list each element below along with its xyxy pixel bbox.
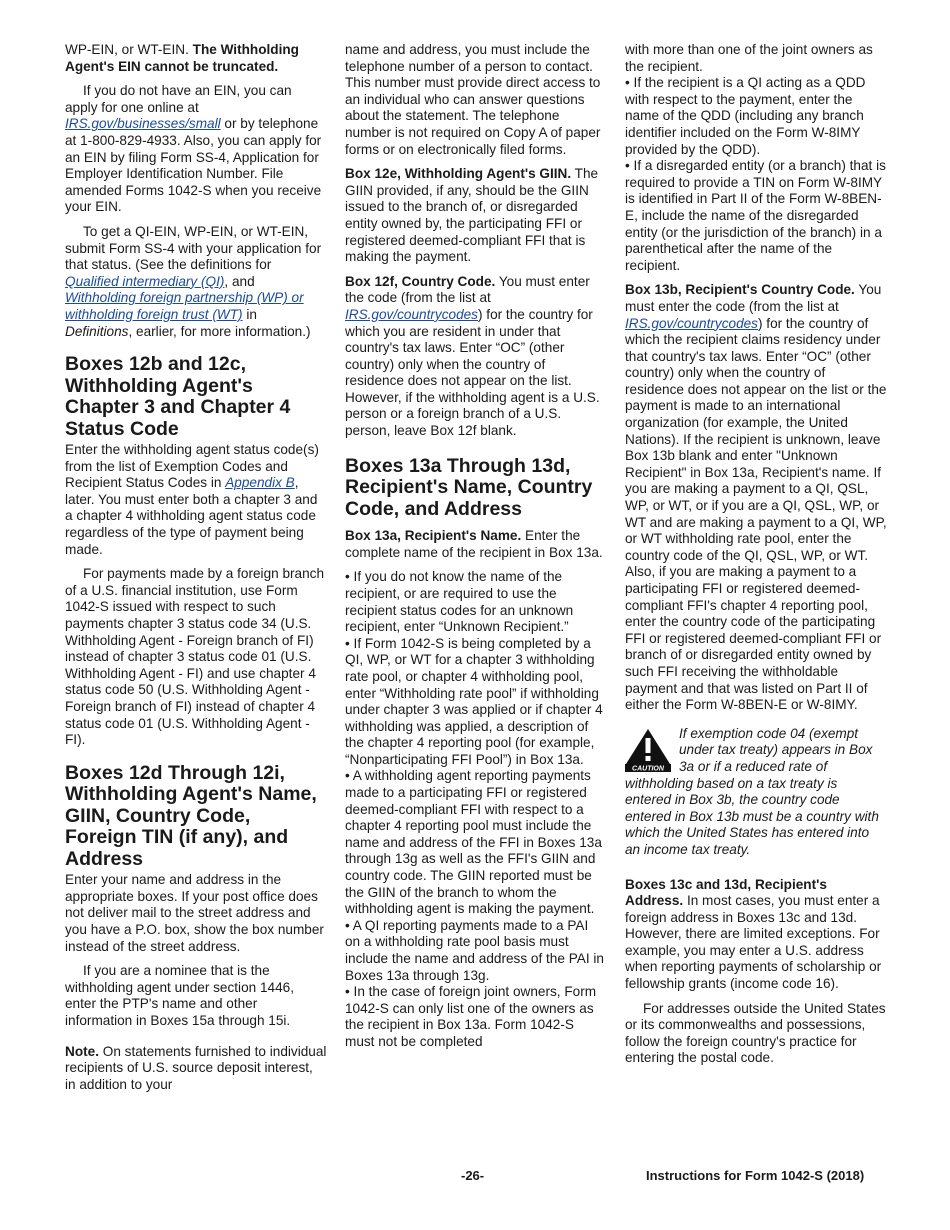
caution-icon (625, 728, 671, 772)
paragraph-ein-truncation: WP-EIN, or WT-EIN. The Withholding Agent's EIN cannot be truncated. (65, 42, 299, 74)
paragraph-foreign-branch: For payments made by a foreign branch of a U.S. financial institution, use Form 1042-S issued with respect to such payments chapter 3 status code 34 (U.S. Withholding Agent - Foreign branch of FI) instead of chapter 3 status code 01 (U.S. Withholding Agent - FI) and use chapter 4 status code 50 (U.S. Withholding Agent - Foreign branch of FI) instead of chapter 4 status code 01 (U.S. Withholding Agent - FI). (65, 566, 325, 748)
paragraph-telephone: name and address, you must include the telephone number of a person to contact. This number must provide direct access to an individual who can answer questions about the statement. The telephone number is not required on Copy A of paper forms or on electronically filed forms. (345, 42, 601, 157)
paragraph-joint-owners-cont: with more than one of the joint owners as the recipient. (625, 42, 873, 74)
link-qualified-intermediary[interactable]: Qualified intermediary (QI) (65, 273, 225, 289)
page-number: -26- (461, 1168, 485, 1183)
paragraph-boxes-13c-13d: Boxes 13c and 13d, Recipient's Address. In most cases, you must enter a foreign address in Boxes 13c and 13d. However, there are limited exceptions. For example, you may enter a U.S. address when reporting payments of scholarship or fellowship grants (income code 16). (625, 876, 882, 992)
paragraph-apply-ein: If you do not have an EIN, you can apply for one online at IRS.gov/businesses/small or by telephone at 1-800-829-4933. Also, you can apply for an EIN by filing Form SS-4, Application for Employer Identification Number. File amended Forms 1042-S when you receive your EIN. (65, 83, 322, 215)
heading-boxes-12d-12i: Boxes 12d Through 12i, Withholding Agent's Name, GIIN, Country Code, Foreign TIN (if any), and Address (65, 761, 317, 870)
link-irs-businesses-small[interactable]: IRS.gov/businesses/small (65, 116, 221, 132)
bullet-qdd: • If the recipient is a QI acting as a QDD with respect to the payment, enter the name of the QDD (including any branch identifier included on the Form W-8IMY provided by the QDD). (625, 75, 866, 157)
bullet-disregarded-entity: • If a disregarded entity (or a branch) that is required to provide a TIN on Form W-8IMY is identified in Part II of the Form W-8BEN-E, include the name of the disregarded entity (or the jurisdiction of the branch) in a parenthetical after the name of the recipient. (625, 158, 886, 273)
column-2 (345, 42, 607, 1051)
bullet-qi-pai: • A QI reporting payments made to a PAI on a withholding rate pool basis must include the name and address of the PAI in Boxes 13a through 13g. (345, 917, 604, 983)
paragraph-status-code: Enter the withholding agent status code(s) from the list of Exemption Codes and Recipient Status Codes in Appendix B, later. You must enter both a chapter 3 and a chapter 4 withholding agent status code regardless of the type of payment being made. (65, 442, 319, 557)
paragraph-note: Note. On statements furnished to individual recipients of U.S. source deposit interest, in addition to your (65, 1043, 327, 1092)
column-3 (625, 42, 887, 1075)
paragraph-box-13b: Box 13b, Recipient's Country Code. You must enter the code (from the list at IRS.gov/countrycodes) for the country of which the recipient claims residency under that country's tax laws. Enter “OC” (other country) only when the country of residence does not appear on the list or the payment is made to an international organization (for example, the United Nations). If the recipient is unknown, leave Box 13b blank and enter "Unknown Recipient" in Box 13a, Recipient's name. If you are making a payment to a QI, QSL, WP, or WT, or if you are a QI, QSL, WP, or WT and are making a payment to a QI, WP, or WT withholding rate pool, enter the country code of the QI, QSL, WP, or WT. Also, if you are making a payment to a participating FFI or registered deemed-compliant FFI's chapter 4 reporting pool, enter the country code of the participating FFI or registered deemed-compliant FFI or branch of or disregarded entity owned by such FFI receiving the withholdable payment and that was listed on Part II of either the Form W-8BEN-E or W-8IMY. (625, 282, 887, 713)
bullet-unknown-recipient: • If you do not know the name of the recipient, or are required to use the recipient status codes for an unknown recipient, enter “Unknown Recipient.” (345, 569, 574, 635)
heading-boxes-13a-13d: Boxes 13a Through 13d, Recipient's Name, Country Code, and Address (345, 454, 593, 520)
column-1 (65, 42, 327, 1101)
heading-boxes-12b-12c: Boxes 12b and 12c, Withholding Agent's Chapter 3 and Chapter 4 Status Code (65, 353, 291, 440)
bullet-participating-ffi: • A withholding agent reporting payments made to a participating FFI or registered deemed-compliant FFI with respect to a chapter 4 reporting pool must include the name and address of the FFI in Boxes 13a through 13g as well as the FFI's GIIN and country code. The GIIN reported must be the GIIN of the branch to whom the withholding agent is making the payment. (345, 768, 602, 917)
paragraph-nominee: If you are a nominee that is the withholding agent under section 1446, enter the PTP's name and other information in Boxes 15a through 15i. (65, 963, 294, 1029)
paragraph-name-address: Enter your name and address in the appropriate boxes. If your post office does not deliver mail to the street address and you have a P.O. box, show the box number instead of the street address. (65, 872, 324, 954)
paragraph-box-13a: Box 13a, Recipient's Name. Enter the complete name of the recipient in Box 13a. (345, 528, 603, 560)
paragraph-box-12f: Box 12f, Country Code. You must enter the code (from the list at IRS.gov/countrycodes) for the country for which you are resident in under that country's tax laws. Enter “OC” (other country) only when the country of residence does not appear on the list. However, if the withholding agent is a U.S. person or a foreign branch of a U.S. person, leave Box 12f blank. (345, 273, 600, 439)
link-withholding-foreign-partnership[interactable]: Withholding foreign partnership (WP) or withholding foreign trust (WT) (65, 290, 304, 322)
link-irs-countrycodes[interactable]: IRS.gov/countrycodes (345, 306, 478, 322)
caution-box (625, 726, 887, 859)
footer-title: Instructions for Form 1042-S (2018) (646, 1168, 865, 1183)
link-irs-countrycodes-2[interactable]: IRS.gov/countrycodes (625, 315, 758, 331)
link-appendix-b[interactable]: Appendix B (225, 475, 295, 491)
paragraph-box-12e: Box 12e, Withholding Agent's GIIN. The GIIN provided, if any, should be the GIIN issued to the branch of, or disregarded entity owned by, the participating FFI or registered deemed-compliant FFI that is making the payment. (345, 166, 599, 265)
paragraph-foreign-postal: For addresses outside the United States or its commonwealths and possessions, follow the foreign country's practice for entering the postal code. (625, 1000, 886, 1066)
caution-label: CAUTION (632, 765, 664, 772)
bullet-joint-owners: • In the case of foreign joint owners, Form 1042-S can only list one of the owners as the recipient in Box 13a. Form 1042-S must not be completed (345, 984, 597, 1049)
paragraph-qi-ein: To get a QI-EIN, WP-EIN, or WT-EIN, submit Form SS-4 with your application for that status. (See the definitions for Qualified intermediary (QI), and Withholding foreign partnership (WP) or withholding foreign trust (WT) in Definitions, earlier, for more information.) (65, 223, 322, 339)
caution-text: If exemption code 04 (exempt under tax treaty) appears in Box 3a or if a reduced rate of withholding based on a tax treaty is entered in Box 3b, the country code entered in Box 13b must be a country with which the United States has entered into an income tax treaty. (625, 725, 879, 857)
bullet-withholding-rate-pool: • If Form 1042-S is being completed by a QI, WP, or WT for a chapter 3 withholding rate pool, or chapter 4 withholding pool, enter “Withholding rate pool” if withholding under chapter 3 was applied or if chapter 4 withholding was applied, a description of the chapter 4 reporting pool (for example, “Nonparticipating FFI Pool”) in Box 13a. (345, 635, 603, 767)
